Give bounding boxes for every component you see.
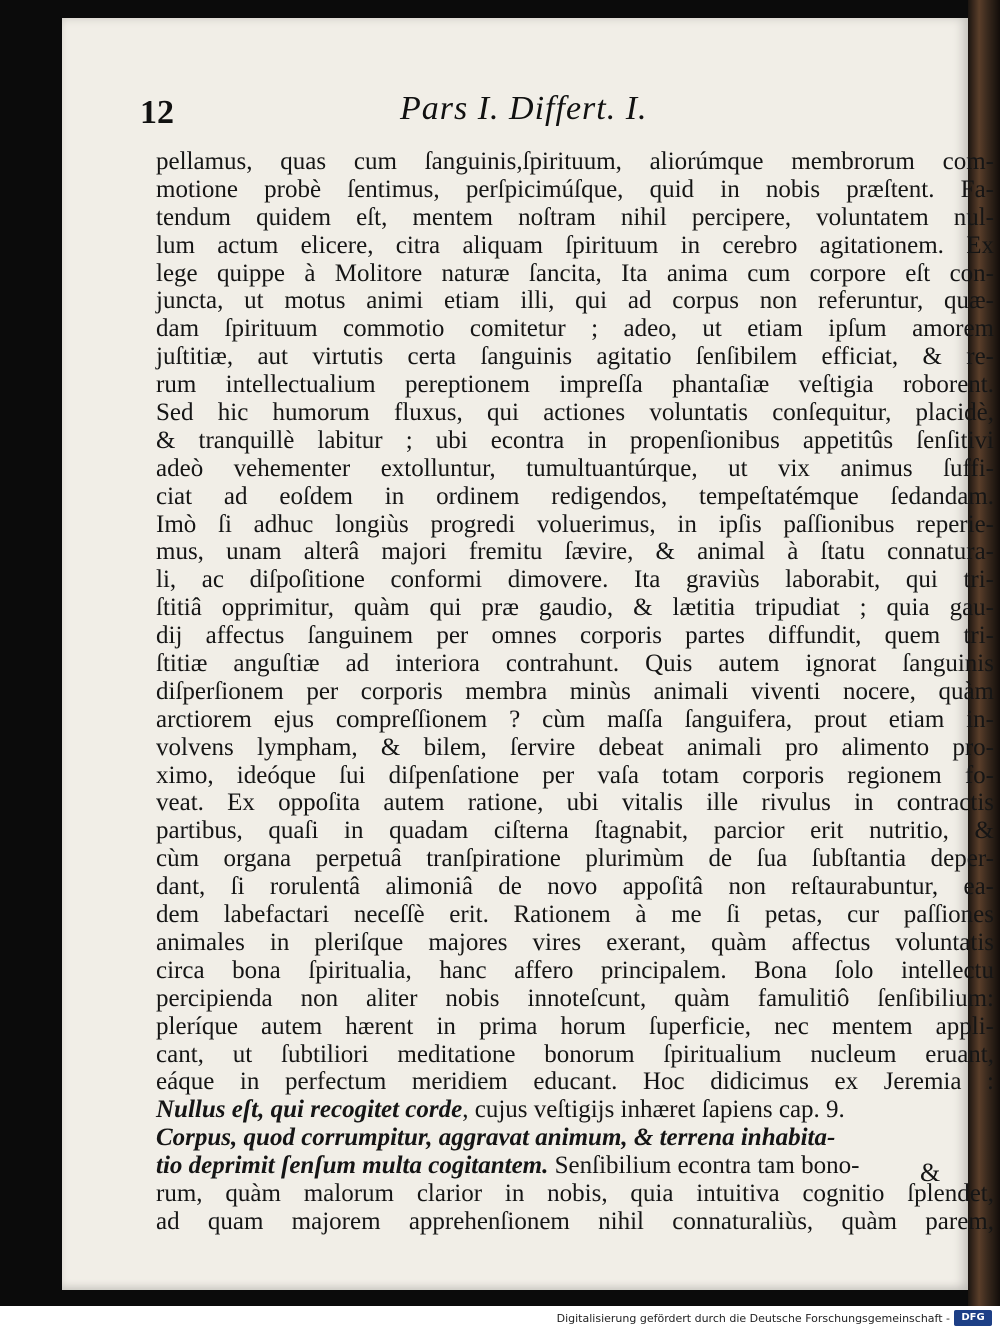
text-line: tendum quidem eſt, mentem noſtram nihil percipere, voluntatem nul- xyxy=(156,203,994,231)
text-line: veat. Ex oppoſita autem ratione, ubi vitalis ille rivulus in contractis xyxy=(156,789,994,817)
text-line: volvens lympham, & bilem, ſervire debeat animali pro alimento pro- xyxy=(156,733,994,761)
text-line: partibus, quaſi in quadam ciſterna ſtagnabit, parcior erit nutritio, & xyxy=(156,817,994,845)
text-line: dem labefactari neceſſè erit. Rationem à me ſi petas, cur paſſiones xyxy=(156,901,994,929)
text-line: cant, ut ſubtiliori meditatione bonorum ſpiritualium nucleum eruant, xyxy=(156,1040,994,1068)
text-line: pellamus, quas cum ſanguinis,ſpirituum, aliorúmque membrorum com- xyxy=(156,148,994,175)
text-line-quote xyxy=(156,1124,994,1152)
text-line: ſtitiâ opprimitur, quàm qui præ gaudio, & lætitia tripudiat ; quia gau- xyxy=(156,594,994,622)
text-line: pleríque autem hærent in prima horum ſuperficie, nec mentem appli- xyxy=(156,1012,994,1040)
quote-italic: tio deprimit ſenſum multa cogitantem. xyxy=(156,1152,549,1180)
running-header: Pars I. Differt. I. xyxy=(400,90,648,127)
catchword: & xyxy=(920,1158,941,1187)
text-line: ad quam majorem apprehenſionem nihil connaturaliùs, quàm parem, xyxy=(156,1207,994,1235)
footer-bar xyxy=(0,1306,1000,1331)
text-line: lum actum elicere, citra aliquam ſpirituum in cerebro agitationem. Ex xyxy=(156,231,994,259)
quote-roman: , cujus veſtigijs inhæret ſapiens cap. 9. xyxy=(462,1096,845,1124)
text-line: percipienda non aliter nobis innoteſcunt, quàm famulitiô ſenſibilium: xyxy=(156,984,994,1012)
dfg-logo: DFG xyxy=(954,1310,992,1326)
text-line: cùm organa perpetuâ tranſpiratione plurimùm de ſua ſubſtantia deper- xyxy=(156,845,994,873)
text-line: eáque in perfectum meridiem educant. Hoc didicimus ex Jeremia : xyxy=(156,1068,994,1096)
text-line: circa bona ſpiritualia, hanc affero principalem. Bona ſolo intellectu xyxy=(156,956,994,984)
text-line: rum, quàm malorum clarior in nobis, quia intuitiva cognitio ſplendet, xyxy=(156,1179,994,1207)
body-text xyxy=(156,148,994,1236)
text-line: adeò vehementer extolluntur, tumultuantúrque, ut vix animus ſuffi- xyxy=(156,454,994,482)
text-line: ximo, ideóque ſui diſpenſatione per vaſa totam corporis regionem fo- xyxy=(156,761,994,789)
text-line: & tranquillè labitur ; ubi econtra in propenſionibus appetitûs ſenſitivi xyxy=(156,426,994,454)
funding-credit: Digitalisierung gefördert durch die Deutsche Forschungsgemeinschaft - xyxy=(556,1312,950,1325)
text-line: ciat ad eoſdem in ordinem redigendos, tempeſtatémque ſedandam. xyxy=(156,482,994,510)
text-line: arctiorem ejus compreſſionem ? cùm maſſa ſanguifera, prout etiam in- xyxy=(156,705,994,733)
text-line: dam ſpirituum commotio comitetur ; adeo, ut etiam ipſum amorem xyxy=(156,315,994,343)
quote-italic: Nullus eſt, qui recogitet corde xyxy=(156,1096,463,1124)
book-page xyxy=(62,18,994,1290)
text-line: rum intellectualium pereptionem impreſſa phantaſiæ veſtigia roborent. xyxy=(156,371,994,399)
text-line: dij affectus ſanguinem per omnes corporis partes diffundit, quem tri- xyxy=(156,622,994,650)
text-line: juncta, ut motus animi etiam illi, qui ad corpus non referuntur, quæ- xyxy=(156,287,994,315)
text-line-quote xyxy=(156,1096,994,1124)
text-line: Imò ſi adhuc longiùs progredi voluerimus, in ipſis paſſionibus reperie- xyxy=(156,510,994,538)
text-line: juſtitiæ, aut virtutis certa ſanguinis agitatio ſenſibilem efficiat, & re- xyxy=(156,343,994,371)
text-line: motione probè ſentimus, perſpicimúſque, quid in nobis præſtent. Fa- xyxy=(156,175,994,203)
text-line: mus, unam alterâ majori fremitu ſævire, & animal à ſtatu connatura- xyxy=(156,538,994,566)
text-line: li, ac diſpoſitione conformi dimovere. Ita graviùs laborabit, qui tri- xyxy=(156,566,994,594)
text-line: lege quippe à Molitore naturæ ſancita, Ita anima cum corpore eſt con- xyxy=(156,259,994,287)
text-line: Sed hic humorum fluxus, qui actiones voluntatis conſequitur, placidè, xyxy=(156,399,994,427)
quote-roman: Senſibilium econtra tam bono- xyxy=(548,1152,860,1180)
page-number: 12 xyxy=(140,94,174,131)
quote-italic: Corpus, quod corrumpitur, aggravat animum, & terrena inhabita- xyxy=(156,1124,836,1152)
text-line-quote xyxy=(156,1152,994,1180)
text-line: diſperſionem per corporis membra minùs animali viventi nocere, quàm xyxy=(156,677,994,705)
text-line: animales in pleriſque majores vires exerant, quàm affectus voluntatis xyxy=(156,928,994,956)
text-line: ſtitiæ anguſtiæ ad interiora contrahunt. Quis autem ignorat ſanguinis xyxy=(156,650,994,678)
text-line: dant, ſi rorulentâ alimoniâ de novo appoſitâ non reſtaurabuntur, ea- xyxy=(156,873,994,901)
